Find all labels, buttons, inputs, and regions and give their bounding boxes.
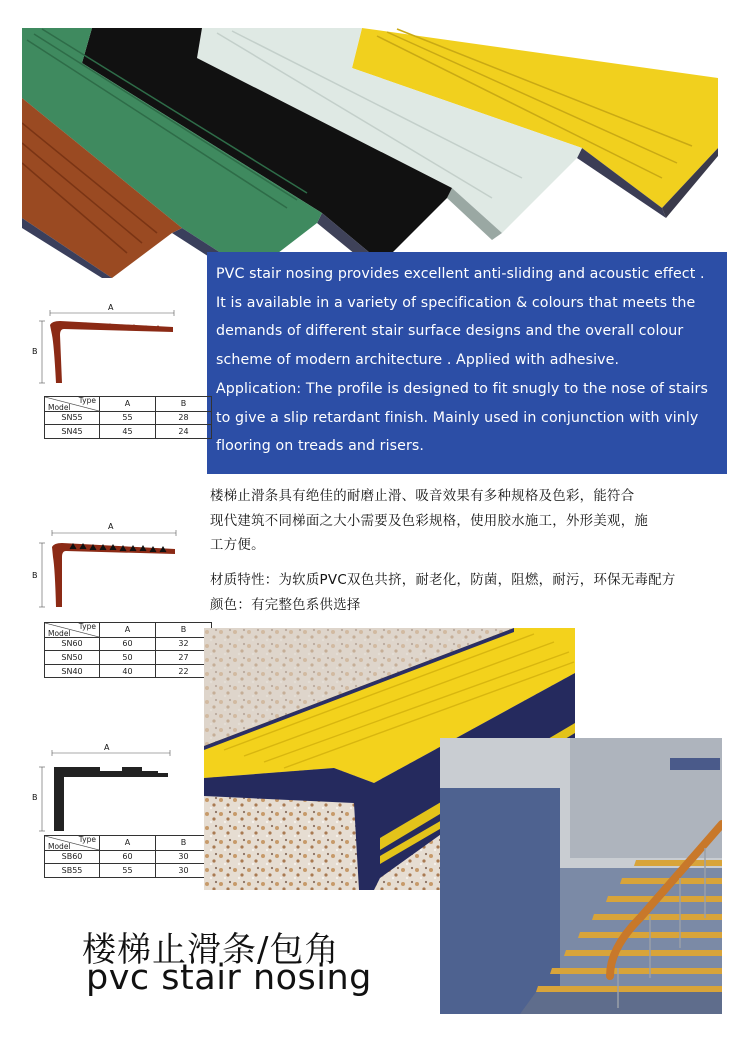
table-header-type: Type <box>78 835 96 844</box>
table-header-model: Model <box>48 841 71 851</box>
a-cell: 60 <box>100 637 156 651</box>
color-options: 颜色：有完整色系供选择 <box>210 598 361 613</box>
material-properties: 材质特性：为软质PVC双色共挤，耐老化，防菌，阻燃，耐污，环保无毒配方 <box>210 573 676 588</box>
table-header-type: Type <box>78 396 96 405</box>
description-english: PVC stair nosing provides excellent anti-sliding and acoustic effect . It is available in a variety of specification & colours that meets the demands of different stair surface designs and the overall colour scheme of modern architecture . Applied with adhesive. Application: The profile is designed to fit snugly to the nose of stairs to give a slip retardant finish. Mainly used in conjunction with vinly flooring on treads and risers. <box>216 266 708 455</box>
staircase-photo <box>440 738 722 1014</box>
description-chinese: 楼梯止滑条具有绝佳的耐磨止滑、吸音效果有多种规格及色彩，能符合 现代建筑不同梯面之大小需要及色彩规格，使用胶水施工，外形美观，施 工方便。 <box>210 489 649 553</box>
spec-table-sn-large <box>44 396 212 439</box>
table-header-model: Model <box>48 628 71 638</box>
b-cell: 32 <box>156 637 212 651</box>
b-cell: 22 <box>156 664 212 678</box>
a-cell: 60 <box>100 850 156 864</box>
model-cell: SN45 <box>45 425 100 439</box>
table-header-b: B <box>156 623 212 638</box>
model-cell: SN55 <box>45 411 100 425</box>
table-row <box>45 637 212 651</box>
a-cell: 55 <box>100 411 156 425</box>
table-header-b: B <box>156 397 212 412</box>
a-cell: 50 <box>100 651 156 665</box>
b-cell: 27 <box>156 651 212 665</box>
b-cell: 24 <box>156 425 212 439</box>
dimension-a-label: A <box>108 303 114 312</box>
model-cell: SB55 <box>45 864 100 878</box>
table-header-a: A <box>100 836 156 851</box>
model-cell: SB60 <box>45 850 100 864</box>
model-cell: SN50 <box>45 651 100 665</box>
dimension-a-label: A <box>104 743 110 752</box>
b-cell: 30 <box>156 850 212 864</box>
table-row <box>45 664 212 678</box>
table-header-a: A <box>100 397 156 412</box>
profile-drawing-sb <box>30 745 180 835</box>
dimension-a-label: A <box>108 522 114 531</box>
table-header-a: A <box>100 623 156 638</box>
table-row <box>45 850 212 864</box>
table-row <box>45 651 212 665</box>
description-panel <box>207 252 727 474</box>
title-chinese: 楼梯止滑条/包角 <box>82 930 340 970</box>
table-header-model: Model <box>48 402 71 412</box>
title-english: pvc stair nosing <box>86 958 372 998</box>
a-cell: 40 <box>100 664 156 678</box>
a-cell: 45 <box>100 425 156 439</box>
a-cell: 55 <box>100 864 156 878</box>
spec-table-sn-ridged <box>44 622 212 678</box>
table-header-type: Type <box>78 622 96 631</box>
b-cell: 30 <box>156 864 212 878</box>
table-row <box>45 425 212 439</box>
dimension-b-label: B <box>32 571 38 580</box>
model-cell: SN60 <box>45 637 100 651</box>
b-cell: 28 <box>156 411 212 425</box>
profile-drawing-sn-ridged <box>30 522 180 613</box>
model-cell: SN40 <box>45 664 100 678</box>
profile-drawing-sn <box>30 305 180 387</box>
spec-table-sb <box>44 835 212 878</box>
hero-product-photo <box>22 28 718 286</box>
table-row <box>45 411 212 425</box>
dimension-b-label: B <box>32 793 38 802</box>
dimension-b-label: B <box>32 347 38 356</box>
table-row <box>45 864 212 878</box>
table-header-b: B <box>156 836 212 851</box>
